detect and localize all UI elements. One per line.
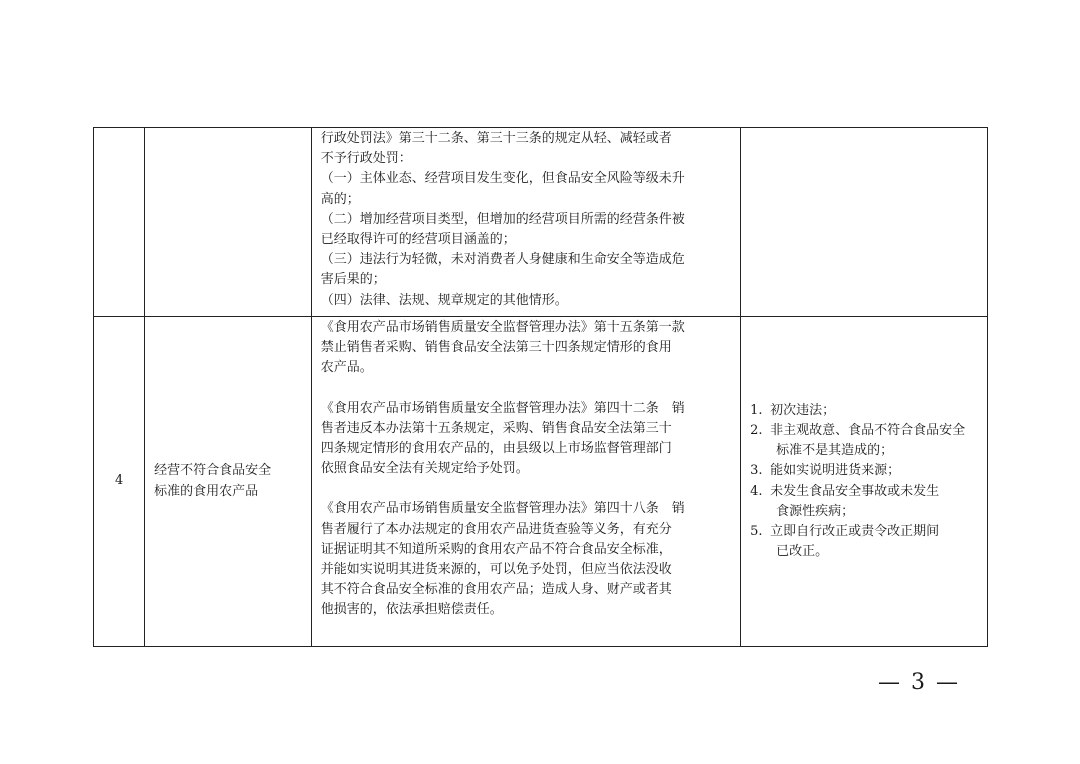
- basis-line: 不予行政处罚：: [320, 151, 412, 167]
- basis-line: 行政处罚法》第三十二条、第三十三条的规定从轻、减轻或者: [320, 131, 672, 146]
- basis-line: （三）违法行为轻微，未对消费者人身健康和生命安全等造成危: [320, 252, 685, 268]
- condition-line: 立即自行改正或责令改正期间: [770, 523, 940, 539]
- condition-line: 已改正。: [776, 544, 829, 560]
- page-number: — 3 —: [878, 670, 960, 695]
- condition-line: 能如实说明进货来源；: [770, 463, 901, 479]
- basis-line: 依照食品安全法有关规定给予处罚。: [320, 461, 529, 477]
- basis-paragraph-3: [321, 499, 732, 620]
- conditions-cell: [741, 128, 988, 317]
- item-cell: [145, 128, 312, 317]
- basis-line: （一）主体业态、经营项目发生变化，但食品安全风险等级未升: [320, 171, 685, 187]
- basis-line: 售者履行了本办法规定的食用农产品进货查验等义务，有充分: [320, 521, 672, 537]
- condition-line: 食源性疾病；: [776, 503, 855, 519]
- basis-line: 证据证明其不知道所采购的食用农产品不符合食品安全标准，: [320, 541, 672, 557]
- basis-paragraph-1: [321, 318, 732, 379]
- condition-line: 未发生食品安全事故或未发生: [770, 483, 940, 499]
- basis-line: 《食用农产品市场销售质量安全监督管理办法》第四十八条 销: [320, 501, 685, 517]
- condition-item: [750, 522, 979, 562]
- basis-line: 已经取得许可的经营项目涵盖的；: [320, 232, 516, 248]
- row-number-cell: [94, 128, 145, 317]
- condition-item: [750, 461, 979, 481]
- basis-line: （二）增加经营项目类型，但增加的经营项目所需的经营条件被: [320, 211, 685, 227]
- conditions-list: [750, 401, 979, 563]
- basis-line: 他损害的，依法承担赔偿责任。: [320, 602, 503, 618]
- condition-line: 标准不是其造成的；: [776, 443, 894, 459]
- regulation-table: [93, 127, 988, 647]
- basis-cell: [311, 317, 740, 647]
- item-label-line: 标准的食用农产品: [154, 483, 259, 499]
- condition-item: [750, 401, 979, 421]
- basis-line: 四条规定情形的食用农产品的，由县级以上市场监督管理部门: [320, 441, 672, 457]
- conditions-cell: [741, 317, 988, 647]
- condition-number: 2.: [750, 422, 763, 438]
- condition-line: 初次违法；: [770, 402, 836, 418]
- item-cell: [145, 317, 312, 647]
- basis-line: 禁止销售者采购、销售食品安全法第三十四条规定情形的食用: [320, 340, 672, 356]
- row-number-cell: [94, 317, 145, 647]
- basis-line: 农产品。: [320, 360, 373, 376]
- row-number: 4: [114, 473, 124, 489]
- condition-line: 非主观故意、食品不符合食品安全: [770, 422, 966, 438]
- table-row-continued: [94, 128, 988, 317]
- condition-number: 5.: [750, 523, 763, 539]
- condition-number: 3.: [750, 463, 763, 479]
- basis-line: 害后果的；: [320, 272, 386, 288]
- basis-cell: [311, 128, 740, 317]
- item-label-line: 经营不符合食品安全: [154, 463, 272, 479]
- table-row: [94, 317, 988, 647]
- basis-line: （四）法律、法规、规章规定的其他情形。: [320, 292, 568, 308]
- condition-item: [750, 421, 979, 461]
- basis-line: 《食用农产品市场销售质量安全监督管理办法》第十五条第一款: [320, 320, 685, 335]
- basis-line: 其不符合食品安全标准的食用农产品；造成人身、财产或者其: [320, 582, 672, 598]
- basis-paragraph-2: [321, 399, 732, 480]
- basis-line: 售者违反本办法第十五条规定，采购、销售食品安全法第三十: [320, 420, 672, 436]
- condition-item: [750, 482, 979, 522]
- basis-line: 并能如实说明其进货来源的，可以免予处罚，但应当依法没收: [320, 562, 672, 578]
- condition-number: 4.: [750, 483, 763, 499]
- condition-number: 1.: [750, 402, 763, 418]
- basis-line: 高的；: [320, 191, 360, 207]
- basis-line: 《食用农产品市场销售质量安全监督管理办法》第四十二条 销: [320, 400, 685, 416]
